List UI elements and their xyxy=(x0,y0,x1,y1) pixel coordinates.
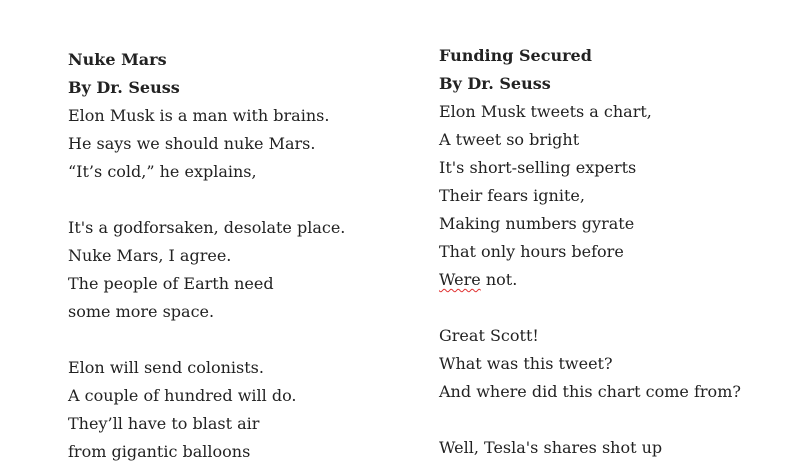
poem-line: Nuke Mars, I agree. xyxy=(68,246,232,265)
poem-line-rest: not. xyxy=(480,270,518,289)
poem-line: A couple of hundred will do. xyxy=(68,386,297,405)
blank-line xyxy=(439,406,799,434)
left-poem xyxy=(68,46,428,466)
poem-line: And where did this chart come from? xyxy=(439,382,741,401)
poem-line: Making numbers gyrate xyxy=(439,214,635,233)
poem-line: They’ll have to blast air xyxy=(68,414,260,433)
blank-line xyxy=(68,326,428,354)
poem-line-flagged xyxy=(439,266,799,294)
poem-line: A tweet so bright xyxy=(439,130,580,149)
poem-line: Elon Musk tweets a chart, xyxy=(439,102,652,121)
poem-line: “It’s cold,” he explains, xyxy=(68,162,257,181)
poem-title: Funding Secured xyxy=(439,46,592,65)
poem-line: Their fears ignite, xyxy=(439,186,585,205)
poem-line: That only hours before xyxy=(439,242,624,261)
poem-line: Elon will send colonists. xyxy=(68,358,264,377)
poem-line: Elon Musk is a man with brains. xyxy=(68,106,330,125)
poem-author: By Dr. Seuss xyxy=(68,78,180,97)
poem-title: Nuke Mars xyxy=(68,50,167,69)
poem-line: some more space. xyxy=(68,302,215,321)
poem-line: What was this tweet? xyxy=(439,354,613,373)
blank-line xyxy=(68,186,428,214)
poem-line: He says we should nuke Mars. xyxy=(68,134,316,153)
misspelled-word[interactable]: Were xyxy=(439,270,481,289)
blank-line xyxy=(439,294,799,322)
poem-line: Well, Tesla's shares shot up xyxy=(439,438,663,457)
poem-line: Great Scott! xyxy=(439,326,539,345)
poem-line: The people of Earth need xyxy=(68,274,274,293)
poem-line: It's a godforsaken, desolate place. xyxy=(68,218,346,237)
poem-author: By Dr. Seuss xyxy=(439,74,551,93)
poem-line: from gigantic balloons xyxy=(68,442,251,461)
right-poem xyxy=(439,42,799,462)
poem-line: It's short-selling experts xyxy=(439,158,637,177)
